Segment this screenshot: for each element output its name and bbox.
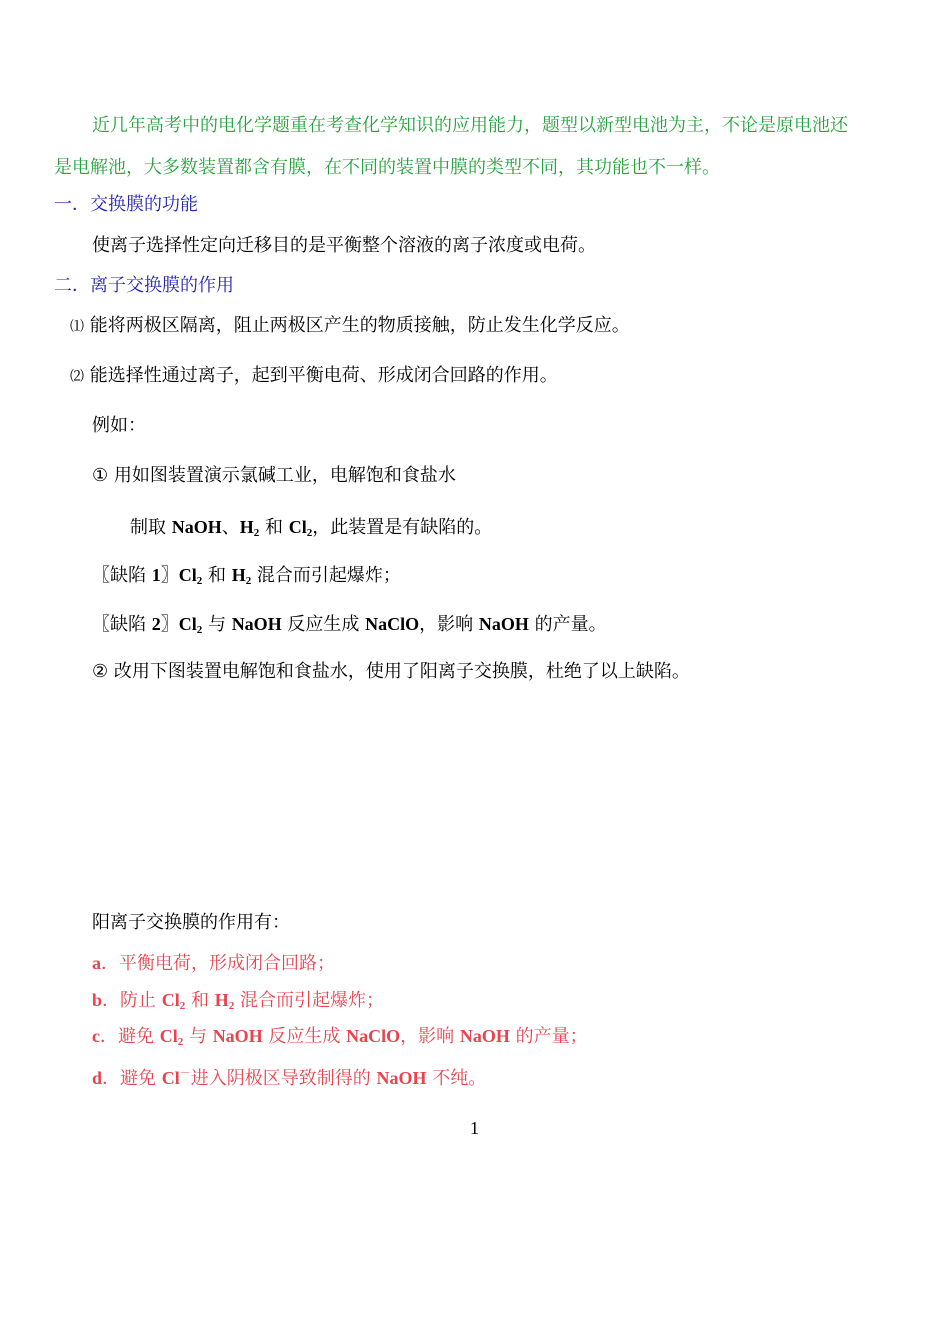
section-1-heading: 一．交换膜的功能 [54, 194, 198, 215]
formula-naoh: NaOH [171, 517, 222, 537]
formula-h2: H [231, 565, 246, 585]
formula-h2: H [239, 517, 254, 537]
defect-1: 〖缺陷 1〗$Cl_2$ 和 $H_2$ 混合而引起爆炸； [92, 565, 401, 587]
section-2-heading: 二．离子交换膜的作用 [54, 275, 234, 296]
item-1 [70, 314, 630, 339]
intro-line-1: 近几年高考中的电化学题重在考查化学知识的应用能力，题型以新型电池为主，不论是原电池还 [92, 115, 848, 136]
item-1-number: ⑴ [70, 319, 84, 335]
example-1-text: 用如图装置演示氯碱工业，电解饱和食盐水 [113, 465, 456, 486]
formula-cl-ion: Cl [161, 1068, 180, 1088]
membrane-item-c: c．避免 $Cl_2$ 与 NaOH 反应生成 NaClO，影响 NaOH 的产量； [92, 1026, 588, 1048]
item-2-text: 能选择性通过离子，起到平衡电荷、形成闭合回路的作用。 [89, 365, 558, 386]
example-1 [92, 464, 456, 488]
formula-naclo: NaClO [365, 614, 420, 634]
example-2-number: ② [92, 661, 109, 682]
formula-cl2: Cl [178, 614, 197, 634]
section-1-body: 使离子选择性定向迁移目的是平衡整个溶液的离子浓度或电荷。 [92, 235, 596, 256]
membrane-item-a: a．平衡电荷，形成闭合回路； [92, 953, 335, 974]
formula-naoh: NaOH [478, 614, 529, 634]
item-1-text: 能将两极区隔离，阻止两极区产生的物质接触，防止发生化学反应。 [89, 315, 630, 336]
formula-naoh: NaOH [212, 1026, 263, 1046]
page-number: 1 [470, 1118, 479, 1138]
formula-cl2: Cl [159, 1026, 178, 1046]
membrane-item-d: d．避免 Cl－进入阴极区导致制得的 NaOH 不纯。 [92, 1066, 487, 1089]
intro-line-2: 是电解池，大多数装置都含有膜，在不同的装置中膜的类型不同，其功能也不一样。 [54, 157, 720, 178]
formula-cl2: Cl [161, 990, 180, 1010]
formula-cl2: Cl [178, 565, 197, 585]
formula-naoh: NaOH [231, 614, 282, 634]
example-label: 例如： [92, 415, 146, 436]
formula-naoh: NaOH [459, 1026, 510, 1046]
formula-naoh: NaOH [376, 1068, 427, 1088]
item-2-number: ⑵ [70, 369, 84, 385]
formula-h2: H [214, 990, 229, 1010]
membrane-item-b: b．防止 $Cl_2$ 和 $H_2$ 混合而引起爆炸； [92, 990, 384, 1012]
formula-naclo: NaClO [346, 1026, 401, 1046]
defect-2: 〖缺陷 2〗$Cl_2$ 与 NaOH 反应生成 NaClO，影响 NaOH 的产量。 [92, 614, 607, 636]
formula-cl2: Cl [288, 517, 307, 537]
item-2 [70, 364, 558, 389]
example-1-continued: 制取 NaOH、$H_2$ 和 $Cl_2$，此装置是有缺陷的。 [130, 517, 493, 539]
membrane-heading: 阳离子交换膜的作用有： [92, 912, 290, 933]
example-2-text: 改用下图装置电解饱和食盐水，使用了阳离子交换膜，杜绝了以上缺陷。 [113, 661, 690, 682]
example-1-number: ① [92, 465, 109, 486]
example-2 [92, 660, 690, 684]
